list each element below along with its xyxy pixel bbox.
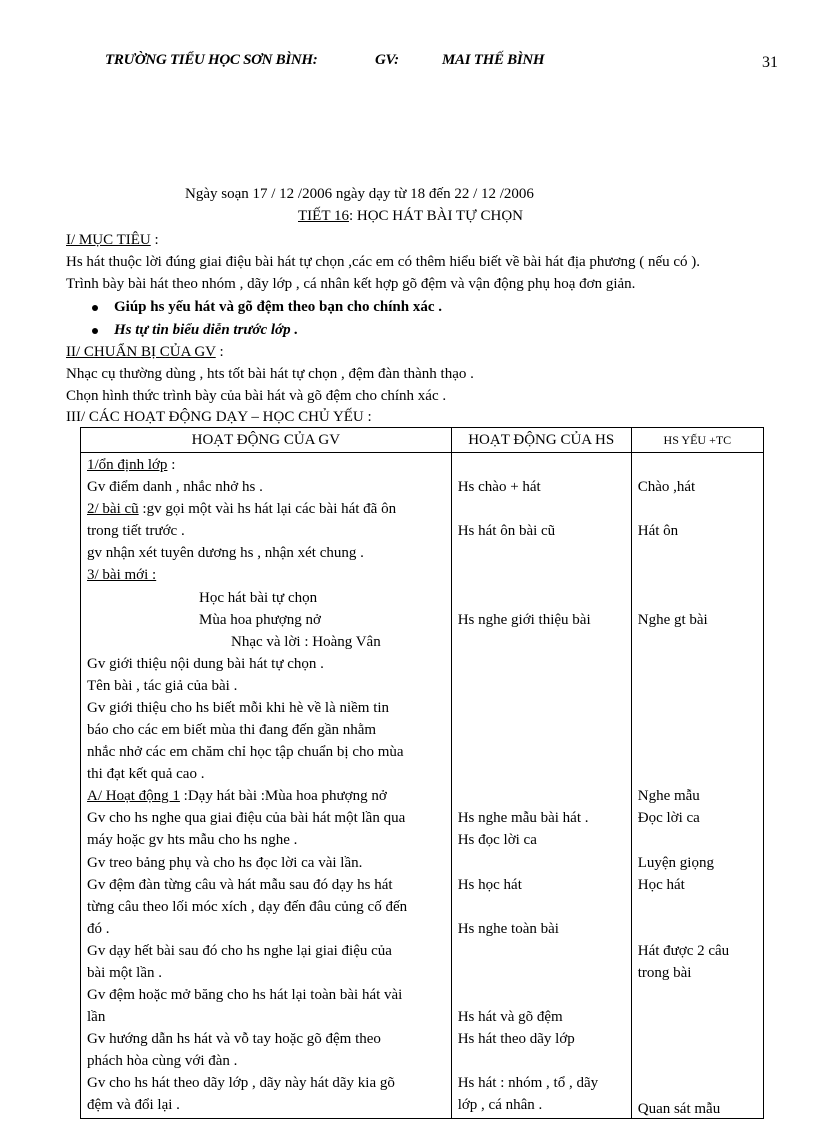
gv-line: nhắc nhở các em chăm chỉ học tập chuẩn bị cho mùa xyxy=(87,744,404,760)
gv-line: phách hòa cùng với đàn . xyxy=(87,1053,238,1069)
gv-line: Học hát bài tự chọn xyxy=(199,590,318,606)
gv-line: từng câu theo lối móc xích , dạy đến đâu củng cố đến xyxy=(87,899,408,915)
hs-line: Hs hát và gõ đệm xyxy=(457,1009,563,1025)
teacher-label: GV: xyxy=(375,52,399,68)
weak-line: trong bài xyxy=(637,965,692,981)
gv-line: Gv giới thiệu cho hs biết mỗi khi hè về là niềm tin xyxy=(87,700,390,716)
page-number: 31 xyxy=(762,54,778,71)
hs-line: Hs nghe toàn bài xyxy=(457,921,559,937)
table-body-row xyxy=(81,453,764,1119)
preparation-line: Chọn hình thức trình bày của bài hát và gõ đệm cho chính xác . xyxy=(66,388,447,404)
gv-column xyxy=(81,453,452,1119)
objectives-heading: I/ MỤC TIÊU : xyxy=(66,232,159,248)
hs-line: Hs nghe giới thiệu bài xyxy=(457,612,591,628)
gv-line: Gv cho hs nghe qua giai điệu của bài hát một lần qua xyxy=(87,810,406,826)
hs-column xyxy=(451,453,631,1119)
gv-line: Gv đệm đàn từng câu và hát mẫu sau đó dạy hs hát xyxy=(87,877,393,893)
weak-column xyxy=(631,453,763,1119)
gv-line: Gv dạy hết bài sau đó cho hs nghe lại giai điệu của xyxy=(87,943,392,959)
lesson-title xyxy=(298,208,523,225)
gv-line: Tên bài , tác giả của bài . xyxy=(87,678,238,694)
objective-line: Hs hát thuộc lời đúng giai điệu bài hát tự chọn ,các em có thêm hiểu biết về bài hát địa phương ( nếu có ). xyxy=(66,254,701,270)
gv-line: thi đạt kết quả cao . xyxy=(87,766,205,782)
gv-line: Gv giới thiệu nội dung bài hát tự chọn . xyxy=(87,656,324,672)
gv-line: báo cho các em biết mùa thi đang đến gần nhằm xyxy=(87,722,377,738)
hs-line: Hs hát : nhóm , tổ , dãy xyxy=(457,1075,599,1091)
weak-line: Học hát xyxy=(637,877,685,893)
hs-line: Hs nghe mẫu bài hát . xyxy=(457,810,589,826)
hs-line: Hs hát ôn bài cũ xyxy=(457,523,556,539)
hs-line: lớp , cá nhân . xyxy=(457,1097,543,1113)
table-header-row xyxy=(81,428,764,453)
hs-line: Hs chào + hát xyxy=(457,479,541,495)
weak-line: Chào ,hát xyxy=(637,479,696,495)
gv-line: gv nhận xét tuyên dương hs , nhận xét chung . xyxy=(87,545,364,561)
activities-table xyxy=(80,427,764,1119)
weak-line: Nghe mẫu xyxy=(637,788,700,804)
school-name: TRƯỜNG TIỂU HỌC SƠN BÌNH: xyxy=(105,52,318,68)
weak-line: Quan sát mẫu xyxy=(637,1101,721,1117)
weak-line: Luyện giọng xyxy=(637,855,714,871)
header-weak: HS YẾU +TC xyxy=(631,428,763,453)
gv-line: đệm và đổi lại . xyxy=(87,1097,180,1113)
header-gv: HOẠT ĐỘNG CỦA GV xyxy=(81,428,452,453)
hs-line: Hs đọc lời ca xyxy=(457,832,537,848)
preparation-heading: II/ CHUẨN BỊ CỦA GV : xyxy=(66,344,224,360)
hs-line: Hs hát theo dãy lớp xyxy=(457,1031,575,1047)
gv-line: Gv điểm danh , nhắc nhở hs . xyxy=(87,479,263,495)
preparation-line: Nhạc cụ thường dùng , hts tốt bài hát tự chọn , đệm đàn thành thạo . xyxy=(66,366,474,382)
gv-line: 3/ bài mới : xyxy=(87,567,157,583)
gv-line: Nhạc và lời : Hoàng Vân xyxy=(231,634,381,650)
gv-line: trong tiết trước . xyxy=(87,523,185,539)
lesson-name: : HỌC HÁT BÀI TỰ CHỌN xyxy=(348,208,523,224)
gv-line: A/ Hoạt động 1 :Dạy hát bài :Mùa hoa phượng nở xyxy=(87,788,387,804)
objective-line: Trình bày bài hát theo nhóm , dãy lớp , cá nhân kết hợp gõ đệm và vận động phụ hoạ đơn giản. xyxy=(66,276,636,292)
gv-line: Gv hướng dẫn hs hát và vỗ tay hoặc gõ đệm theo xyxy=(87,1031,381,1047)
gv-line: Gv đệm hoặc mở băng cho hs hát lại toàn bài hát vài xyxy=(87,987,403,1003)
gv-line: đó . xyxy=(87,921,110,937)
weak-line: Nghe gt bài xyxy=(637,612,708,628)
bullet-dot-icon xyxy=(92,328,98,334)
lesson-dates: Ngày soạn 17 / 12 /2006 ngày dạy từ 18 đến 22 / 12 /2006 xyxy=(185,186,534,202)
gv-line: Gv cho hs hát theo dãy lớp , dãy này hát dãy kia gõ xyxy=(87,1075,395,1091)
gv-line: 1/ổn định lớp : xyxy=(87,457,176,473)
gv-line: máy hoặc gv hts mẫu cho hs nghe . xyxy=(87,832,298,848)
lesson-number: TIẾT 16 xyxy=(298,208,349,224)
gv-line: 2/ bài cũ :gv gọi một vài hs hát lại các bài hát đã ôn xyxy=(87,501,397,517)
weak-line: Hát được 2 câu xyxy=(637,943,730,959)
weak-line: Hát ôn xyxy=(637,523,679,539)
gv-line: Mùa hoa phượng nở xyxy=(199,612,321,628)
gv-line: bài một lần . xyxy=(87,965,162,981)
teacher-name: MAI THẾ BÌNH xyxy=(442,52,545,68)
gv-line: Gv treo bảng phụ và cho hs đọc lời ca vài lần. xyxy=(87,855,363,871)
weak-line: Đọc lời ca xyxy=(637,810,700,826)
header-hs: HOẠT ĐỘNG CỦA HS xyxy=(451,428,631,453)
bullet-dot-icon xyxy=(92,305,98,311)
hs-line: Hs học hát xyxy=(457,877,522,893)
gv-line: lần xyxy=(87,1009,106,1025)
activities-heading: III/ CÁC HOẠT ĐỘNG DẠY – HỌC CHỦ YẾU : xyxy=(66,409,372,425)
